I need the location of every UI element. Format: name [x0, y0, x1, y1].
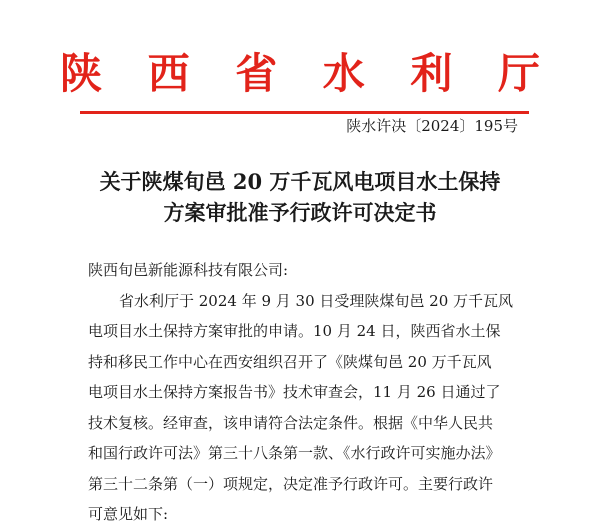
salutation: 陕西旬邑新能源科技有限公司: [88, 261, 289, 279]
title-char: 水 [322, 49, 365, 98]
document-title-line-1: 关于陕煤旬邑 20 万千瓦风电项目水土保持 [99, 169, 501, 194]
body-line: 持和移民工作中心在西安组织召开了《陕煤旬邑 20 万千瓦风 [88, 352, 492, 371]
issuing-authority-title [60, 44, 540, 104]
body-line: 第三十二条第（一）项规定，决定准予行政许可。主要行政许 [88, 474, 494, 493]
document-title-line-2: 方案审批准予行政许可决定书 [163, 200, 437, 225]
title-char: 陕 [60, 49, 103, 98]
title-char: 利 [410, 49, 453, 98]
body-line: 可意见如下: [88, 505, 169, 523]
body-line: 电项目水土保持方案报告书》技术审查会，11 月 26 日通过了 [88, 383, 501, 401]
body-line: 和国行政许可法》第三十八条第一款、《水行政许可实施办法》 [88, 444, 501, 462]
title-char: 厅 [497, 49, 540, 98]
body-line: 技术复核。经审查，该申请符合法定条件。根据《中华人民共 [88, 413, 494, 432]
document-body [88, 255, 528, 530]
body-line: 电项目水土保持方案审批的申请。10 月 24 日，陕西省水土保 [88, 322, 501, 340]
body-line: 省水利厅于 2024 年 9 月 30 日受理陕煤旬邑 20 万千瓦风 [119, 291, 514, 310]
document-number: 陕水许决〔2024〕195号 [346, 117, 518, 135]
title-char: 西 [147, 49, 190, 98]
title-char: 省 [235, 49, 278, 98]
